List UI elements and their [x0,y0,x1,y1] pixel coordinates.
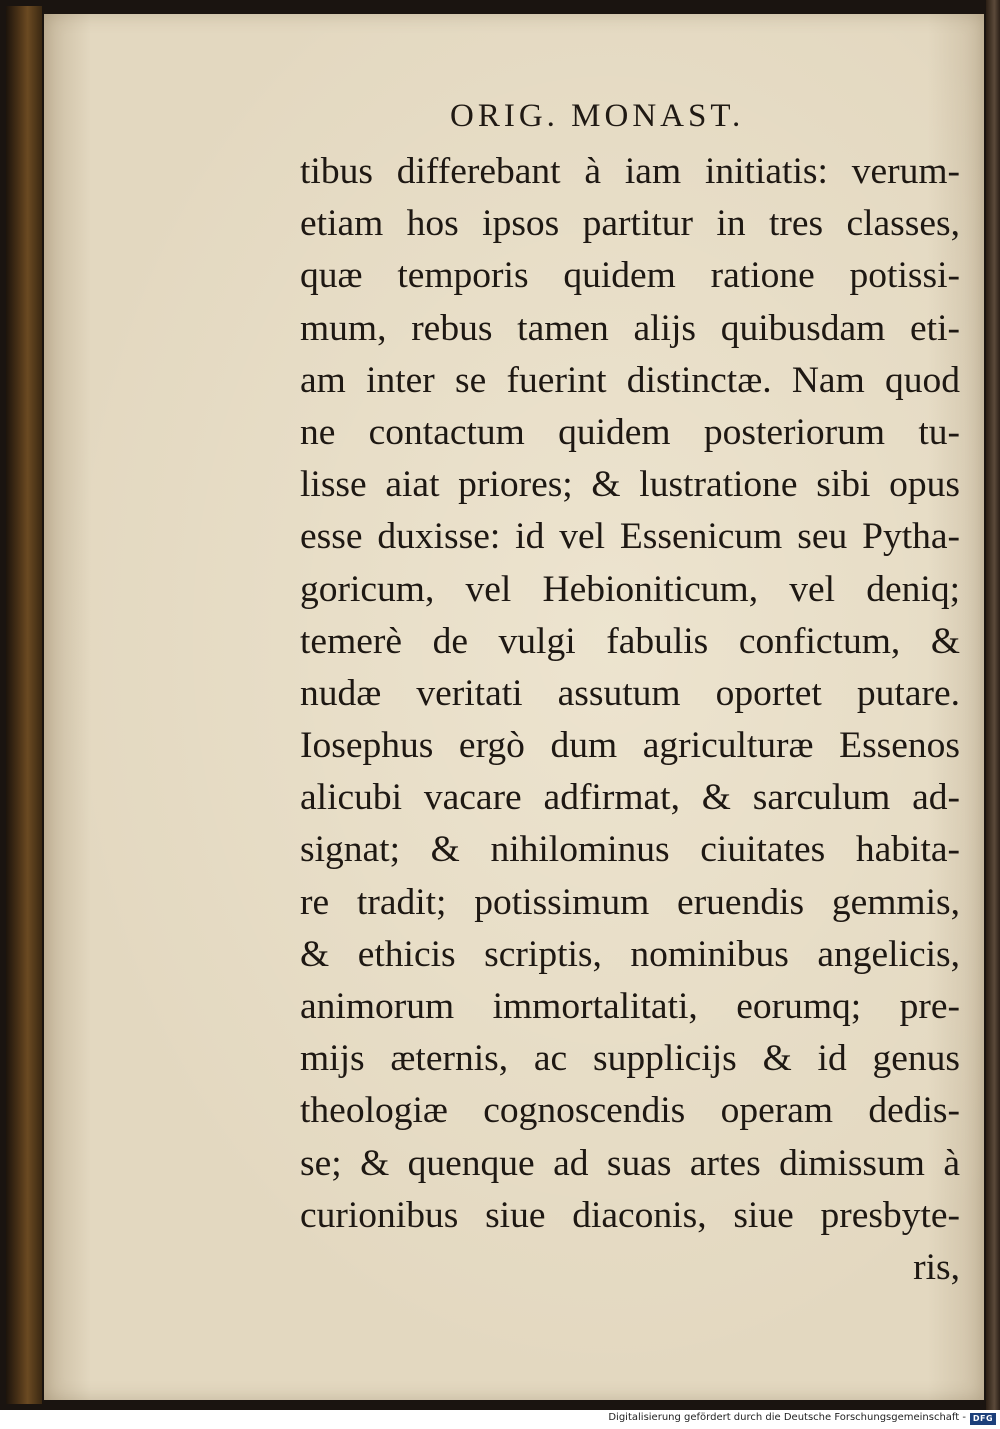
running-header: ORIG. MONAST. [450,98,745,134]
funding-notice: Digitalisierung gefördert durch die Deutsche Forschungsgemeinschaft - [608,1412,966,1423]
text-line: se; & quenque ad suas artes dimissum à [300,1142,960,1184]
text-line: nudæ veritati assutum oportet putare. [300,672,960,714]
text-line: alicubi vacare adfirmat, & sarculum ad- [300,777,960,819]
text-line: esse duxisse: id vel Essenicum seu Pytha- [300,516,960,558]
text-line: ne contactum quidem posteriorum tu- [300,411,960,453]
text-line: tibus differebant à iam initiatis: verum- [300,151,960,192]
text-line: temerè de vulgi fabulis confictum, & [300,620,960,662]
text-line: etiam hos ipsos partitur in tres classes, [300,203,960,245]
dfg-logo: DFG [970,1413,996,1425]
text-line: & ethicis scriptis, nominibus angelicis, [300,933,960,975]
text-line: signat; & nihilominus ciuitates habita- [300,829,960,871]
text-line: mum, rebus tamen alijs quibusdam eti- [300,307,960,349]
text-line: mijs æternis, ac supplicijs & id genus [300,1038,960,1080]
footer-bar [0,1410,1000,1429]
body-text [300,146,960,1294]
text-line: goricum, vel Hebioniticum, vel deniq; [300,568,960,610]
text-line: lisse aiat priores; & lustratione sibi opus [300,464,960,506]
text-line: Iosephus ergò dum agriculturæ Essenos [300,725,960,767]
text-line: theologiæ cognoscendis operam dedis- [300,1090,960,1132]
text-line: curionibus siue diaconis, siue presbyte- [300,1194,960,1236]
book-cover-edge [6,6,42,1404]
text-line: re tradit; potissimum eruendis gemmis, [300,881,960,923]
text-line: animorum immortalitati, eorumq; pre- [300,986,960,1027]
text-line: am inter se fuerint distinctæ. Nam quod [300,359,960,401]
book-cover-right-edge [986,0,1000,1410]
text-line: quæ temporis quidem ratione potissi- [300,255,960,297]
catchword: ris, [913,1246,960,1288]
